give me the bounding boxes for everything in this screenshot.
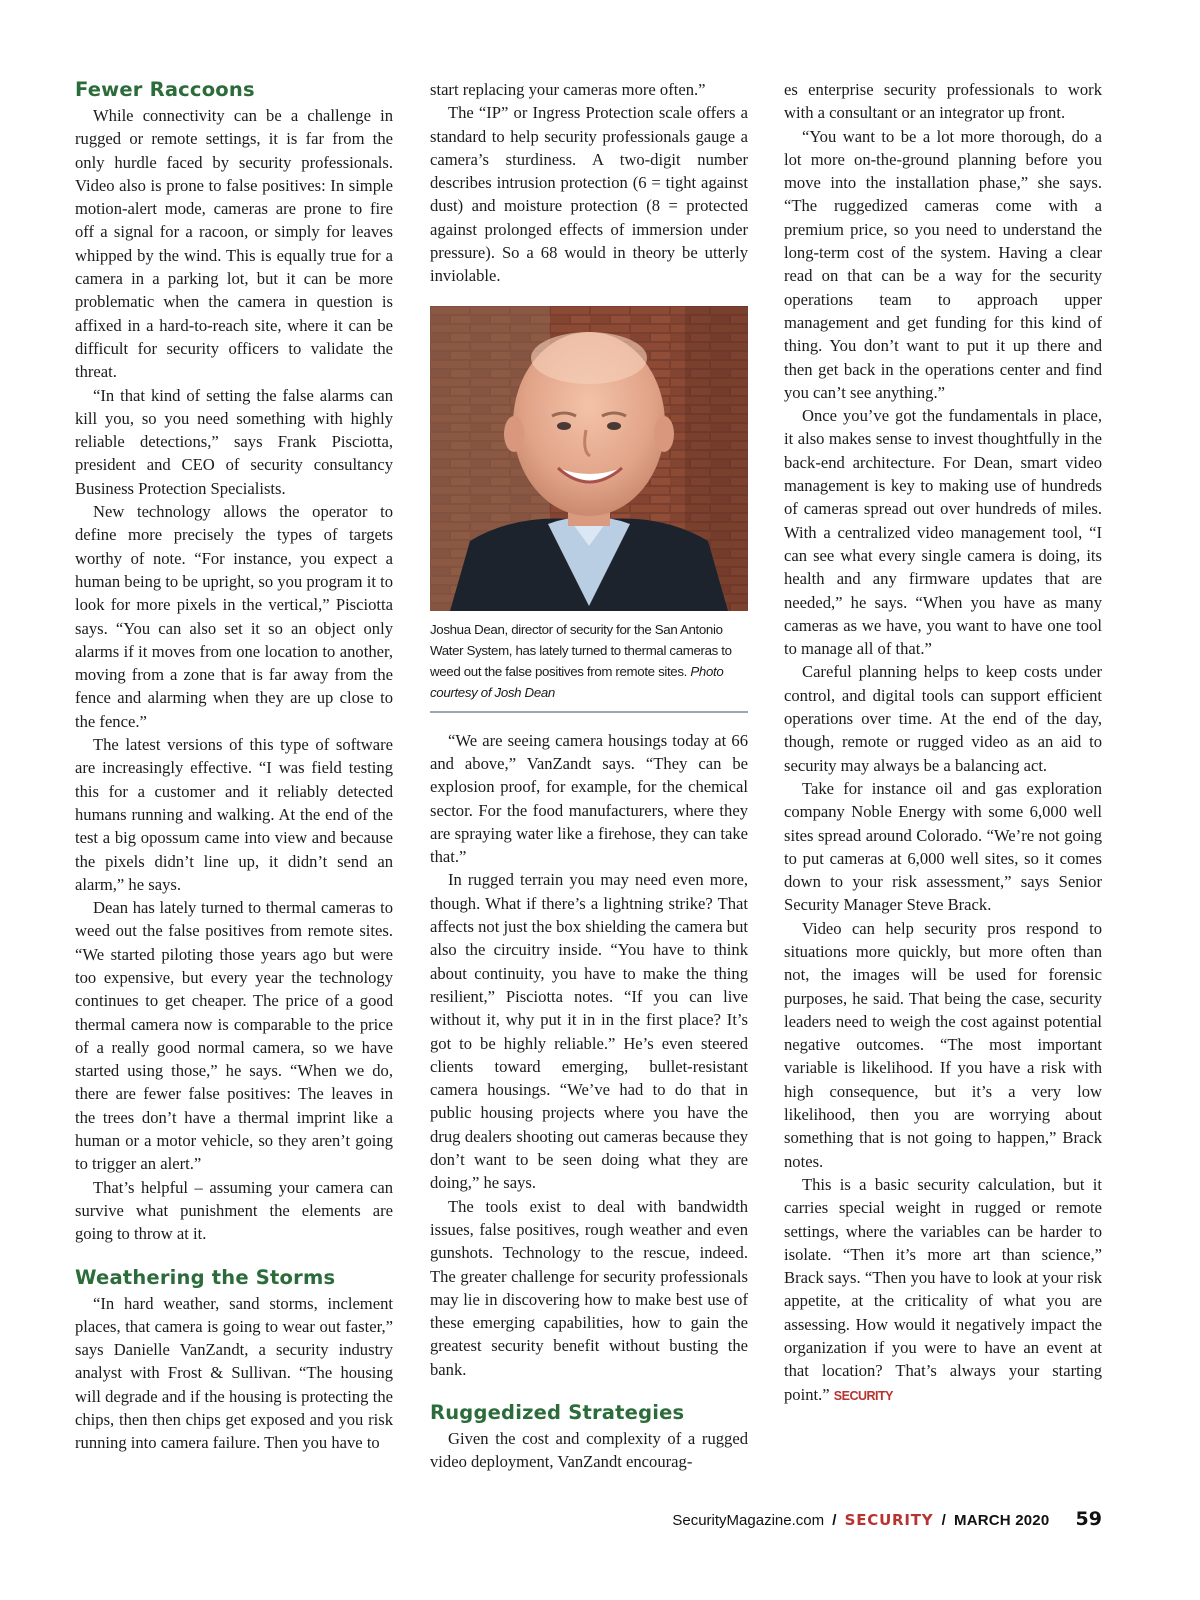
paragraph: Careful planning helps to keep costs under control, and digital tools can support efficient operations over time. At the end of the day, though, remote or rugged video as an aid to security may always be a balancing act. bbox=[784, 662, 1102, 775]
paragraph: In rugged terrain you may need even more, though. What if there’s a lightning strike? That affects not just the box shielding the camera but also the circuitry inside. “You have to think about continuity, you have to make the thing resilient,” Pisciotta notes. “If you can live without it, why put it in in the first place? It’s got to be highly reliable.” He’s even steered clients toward emerging, bullet-resistant camera housings. “We’ve had to do that in public housing projects where you have the drug dealers shooting out cameras because they don’t want to be seen doing what they are doing,” he says. bbox=[430, 870, 748, 1193]
page-number: 59 bbox=[1075, 1508, 1102, 1530]
paragraph: “We are seeing camera housings today at 66 and above,” VanZandt says. “They can be explosion proof, for example, for the chemical sector. For the food manufacturers, where they are spraying water like a firehose, they can take that.” bbox=[430, 730, 748, 867]
section-heading-weathering-the-storms: Weathering the Storms bbox=[75, 1265, 336, 1289]
paragraph: Take for instance oil and gas exploration company Noble Energy with some 6,000 well sites spread around Colorado. “We’re not going to put cameras at 6,000 well sites, so it comes down to your risk assessment,” says Senior Security Manager Steve Brack. bbox=[784, 778, 1102, 915]
footer-separator: / bbox=[941, 1512, 946, 1529]
paragraph: New technology allows the operator to define more precisely the types of targets worthy of note. “For instance, you expect a human being to be upright, so you program it to look for more pixels in the vertical,” Pisciotta says. “You can also set it so an object only alarms if it moves from one location to another, moving from a zone that is far away from the fence and alarming when they are up close to the fence.” bbox=[75, 502, 394, 731]
column-1 bbox=[75, 78, 393, 1455]
photo-caption bbox=[430, 619, 748, 713]
paragraph: “In hard weather, sand storms, inclement places, that camera is going to wear out faster,” says Danielle VanZandt, a security industry analyst with Frost & Sullivan. “The housing will degrade and if the housing is protecting the chips, then then chips get exposed and you risk running into camera failure. Then you have to bbox=[75, 1293, 393, 1453]
paragraph-text: This is a basic security calculation, but it carries special weight in rugged or remote settings, where the variables can be harder to isolate. “Then it’s more art than science,” Brack says. “Then you have to look at your risk appetite, at the criticality of what you are assessing. How would it negatively impact the organization if you were to have an event at that location? That’s always your starting point.” bbox=[784, 1174, 1102, 1404]
paragraph: Video can help security pros respond to situations more quickly, but more often than not, the images will be used for forensic purposes, he said. That being the case, security leaders need to weigh the cost against potential negative outcomes. “The most important variable is likelihood. If you have a risk with high consequence, but it’s a very low likelihood, then you are worrying about something that is not going to happen,” Brack notes. bbox=[784, 918, 1102, 1171]
paragraph: Given the cost and complexity of a rugged video deployment, VanZandt encourag- bbox=[430, 1428, 748, 1472]
paragraph: “In that kind of setting the false alarms can kill you, so you need something with highly reliable detections,” says Frank Pisciotta, president and CEO of security consultancy Business Protection Specialists. bbox=[75, 385, 393, 498]
portrait-illustration bbox=[430, 306, 748, 611]
section-heading-fewer-raccoons: Fewer Raccoons bbox=[75, 78, 255, 101]
paragraph: The tools exist to deal with bandwidth issues, false positives, rough weather and even gunshots. Technology to the rescue, indeed. The greater challenge for security professionals may lie in discovering how to make best use of these emerging capabilities, how to gain the greatest security benefit without busting the bank. bbox=[430, 1196, 748, 1379]
paragraph: Dean has lately turned to thermal cameras to weed out the false positives from remote sites. “We started piloting those years ago but were too expensive, but every year the technology continues to get cheaper. The price of a good thermal camera now is comparable to the price of a really good normal camera, so we have started using those,” he says. “When we do, there are fewer false positives: The leaves in the trees don’t have a thermal imprint like a human or a motor vehicle, so they aren’t going to trigger an alert.” bbox=[75, 898, 393, 1174]
paragraph-continued: start replacing your cameras more often.” bbox=[430, 80, 706, 99]
paragraph-continued: es enterprise security professionals to work with a consultant or an integrator up front. bbox=[784, 80, 1102, 123]
paragraph: While connectivity can be a challenge in rugged or remote settings, it is far from the only hurdle faced by security professionals. Video also is prone to false positives: In simple motion-alert mode, cameras are prone to fire off a signal for a racoon, or simply for leaves whipped by the wind. This is equally true for a camera in a parking lot, but it can be more problematic when the camera in question is affixed in a hard-to-reach site, where it can be difficult for security officers to validate the threat. bbox=[75, 106, 393, 382]
paragraph: “You want to be a lot more thorough, do a lot more on-the-ground planning before you move into the installation phase,” she says. “The ruggedized cameras come with a premium price, so you need to understand the long-term cost of the system. Having a clear read on that can be a way for the security operations team to approach upper management and get funding for this kind of thing. You don’t want to put it up there and then get back in the operations center and find you can’t see anything.” bbox=[784, 126, 1102, 402]
paragraph: The “IP” or Ingress Protection scale offers a standard to help security professionals gauge a camera’s sturdiness. A two-digit number describes intrusion protection (6 = tight against dust) and moisture protection (8 = protected against prolonged effects of immersion under pressure). So a 68 would in theory be utterly inviolable. bbox=[430, 103, 748, 286]
paragraph-final bbox=[784, 1173, 1102, 1408]
photo-credit: Photo courtesy of Josh Dean bbox=[430, 663, 724, 700]
page-footer bbox=[672, 1508, 1102, 1530]
footer-issue: MARCH 2020 bbox=[954, 1512, 1050, 1529]
caption-text: Joshua Dean, director of security for the San Antonio Water System, has lately turned to thermal cameras to weed out the false positives from remote sites. bbox=[430, 621, 732, 679]
portrait-photo bbox=[430, 306, 748, 611]
footer-site: SecurityMagazine.com bbox=[672, 1512, 825, 1529]
footer-separator: / bbox=[832, 1512, 837, 1529]
footer-brand: SECURITY bbox=[844, 1511, 934, 1529]
column-3 bbox=[784, 78, 1102, 1408]
end-mark-logo: SECURITY bbox=[833, 1388, 893, 1403]
paragraph: Once you’ve got the fundamentals in place, it also makes sense to invest thoughtfully in the back-end architecture. For Dean, smart video management is key to making use of hundreds of cameras spread out over hundreds of miles. With a centralized video management tool, “I can see what every single camera is doing, its health and any firmware updates that are needed,” he says. “When you have as many cameras as we have, you want to have one tool to manage all of that.” bbox=[784, 406, 1102, 659]
column-2 bbox=[430, 78, 748, 1474]
section-heading-ruggedized-strategies: Ruggedized Strategies bbox=[430, 1400, 685, 1424]
paragraph: The latest versions of this type of software are increasingly effective. “I was field testing this for a customer and it reliably detected humans running and walking. At the end of the test a big opossum came into view and because the pixels didn’t line up, it didn’t send an alarm,” he says. bbox=[75, 735, 393, 894]
paragraph: That’s helpful – assuming your camera can survive what punishment the elements are going to throw at it. bbox=[75, 1177, 393, 1244]
